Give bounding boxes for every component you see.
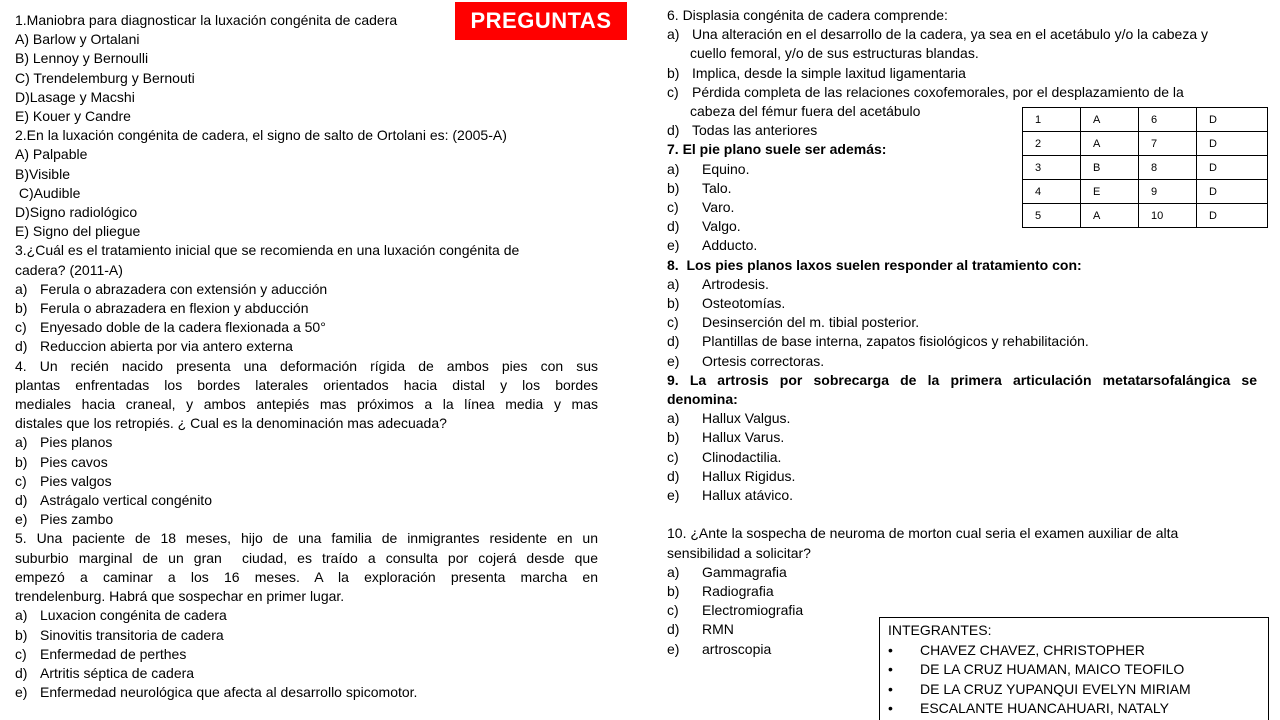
- table-cell: D: [1197, 132, 1268, 156]
- q3-option-b: b) Ferula o abrazadera en flexion y abducción: [15, 300, 309, 317]
- question-5-line-3: empezó a caminar a los 16 meses. A la exploración presenta marcha en: [15, 568, 598, 585]
- team-member: • CHAVEZ CHAVEZ, CHRISTOPHER: [888, 641, 1260, 661]
- question-10-line-1: 10. ¿Ante la sospecha de neuroma de morton cual seria el examen auxiliar de alta: [667, 525, 1179, 542]
- q9-option-c: c) Clinodactilia.: [667, 448, 782, 465]
- q1-option-b: B) Lennoy y Bernoulli: [15, 50, 149, 67]
- q5-option-c: c) Enfermedad de perthes: [15, 645, 187, 662]
- q10-option-c: c) Electromiografia: [667, 602, 804, 619]
- q7-option-c: c) Varo.: [667, 199, 735, 216]
- q9-option-b: b) Hallux Varus.: [667, 429, 785, 446]
- table-cell: 6: [1139, 108, 1197, 132]
- team-member: • DE LA CRUZ HUAMAN, MAICO TEOFILO: [888, 660, 1260, 680]
- q8-option-a: a) Artrodesis.: [667, 275, 769, 292]
- bullet-icon: •: [888, 641, 893, 658]
- table-row: [1023, 132, 1268, 156]
- q4-option-e: e) Pies zambo: [15, 511, 114, 528]
- q9-option-d: d) Hallux Rigidus.: [667, 467, 796, 484]
- q4-option-b: b) Pies cavos: [15, 453, 108, 470]
- table-row: [1023, 156, 1268, 180]
- table-cell: 10: [1139, 204, 1197, 228]
- table-cell: D: [1197, 204, 1268, 228]
- q8-option-e: e) Ortesis correctoras.: [667, 352, 825, 369]
- bullet-icon: •: [888, 680, 893, 697]
- table-cell: A: [1081, 132, 1139, 156]
- table-cell: 1: [1023, 108, 1081, 132]
- q7-option-e: e) Adducto.: [667, 237, 758, 254]
- right-question-column: [667, 6, 1277, 659]
- q3-option-d: d) Reduccion abierta por via antero externa: [15, 338, 293, 355]
- q6-option-c-cont: cabeza del fémur fuera del acetábulo: [690, 103, 921, 120]
- question-3-line-1: 3.¿Cuál es el tratamiento inicial que se recomienda en una luxación congénita de: [15, 242, 520, 259]
- q7-option-b: b) Talo.: [667, 179, 732, 196]
- q6-option-a: a) Una alteración en el desarrollo de la cadera, ya sea en el acetábulo y/o la cabeza y: [667, 26, 1208, 43]
- bullet-icon: •: [888, 661, 893, 677]
- preguntas-banner: PREGUNTAS: [455, 2, 627, 40]
- question-4-line-2: plantas enfrentadas los bordes laterales orientados hacia distal y los bordes: [15, 376, 598, 393]
- q1-option-c: C) Trendelemburg y Bernouti: [15, 69, 195, 86]
- q1-option-e: E) Kouer y Candre: [15, 108, 131, 125]
- table-row: [1023, 204, 1268, 228]
- q7-option-d: d) Valgo.: [667, 218, 741, 235]
- question-3-line-2: cadera? (2011-A): [15, 261, 123, 278]
- q8-option-b: b) Osteotomías.: [667, 295, 786, 312]
- team-members-box: [879, 617, 1269, 720]
- q6-option-c: c) Pérdida completa de las relaciones coxofemorales, por el desplazamiento de la: [667, 83, 1184, 100]
- question-10-line-2: sensibilidad a solicitar?: [667, 544, 811, 561]
- bullet-icon: •: [888, 700, 893, 716]
- q10-option-b: b) Radiografia: [667, 583, 774, 600]
- question-4-line-4: distales que los retropiés. ¿ Cual es la denominación mas adecuada?: [15, 415, 447, 432]
- table-cell: D: [1197, 156, 1268, 180]
- table-cell: B: [1081, 156, 1139, 180]
- question-2: 2.En la luxación congénita de cadera, el signo de salto de Ortolani es: (2005-A): [15, 127, 507, 144]
- q7-option-a: a) Equino.: [667, 160, 750, 177]
- table-cell: D: [1197, 180, 1268, 204]
- question-spacer: [667, 505, 1277, 524]
- q9-option-a: a) Hallux Valgus.: [667, 410, 791, 427]
- answer-key-table: [1022, 107, 1268, 228]
- q3-option-a: a) Ferula o abrazadera con extensión y aducción: [15, 280, 328, 297]
- q2-option-c: C)Audible: [15, 184, 81, 201]
- question-5-line-1: 5. Una paciente de 18 meses, hijo de una familia de inmigrantes residente en un: [15, 530, 598, 547]
- q10-option-a: a) Gammagrafia: [667, 563, 787, 580]
- q4-option-c: c) Pies valgos: [15, 472, 112, 489]
- q6-option-b: b) Implica, desde la simple laxitud ligamentaria: [667, 64, 966, 81]
- table-cell: 8: [1139, 156, 1197, 180]
- q8-option-c: c) Desinserción del m. tibial posterior.: [667, 314, 920, 331]
- question-8: 8. Los pies planos laxos suelen responder al tratamiento con:: [667, 256, 1082, 273]
- question-5-line-4: trendelenburg. Habrá que sospechar en primer lugar.: [15, 588, 345, 605]
- q2-option-d: D)Signo radiológico: [15, 204, 138, 221]
- q5-option-a: a) Luxacion congénita de cadera: [15, 607, 227, 624]
- table-row: [1023, 180, 1268, 204]
- q2-option-e: E) Signo del pliegue: [15, 223, 141, 240]
- q1-option-d: D)Lasage y Macshi: [15, 88, 135, 105]
- q5-option-e: e) Enfermedad neurológica que afecta al desarrollo spicomotor.: [15, 684, 418, 701]
- left-question-column: [15, 11, 598, 702]
- q9-option-e: e) Hallux atávico.: [667, 487, 794, 504]
- table-cell: 7: [1139, 132, 1197, 156]
- question-9-line-2: denomina:: [667, 391, 738, 408]
- table-cell: E: [1081, 180, 1139, 204]
- question-4-line-3: mediales hacia craneal, y ambos antepiés mas próximos a la línea media y mas: [15, 396, 598, 413]
- table-cell: 2: [1023, 132, 1081, 156]
- question-7: 7. El pie plano suele ser además:: [667, 141, 887, 158]
- question-4-line-1: 4. Un recién nacido presenta una deformación rígida de ambos pies con sus: [15, 357, 598, 374]
- q10-option-d: d) RMN: [667, 621, 734, 638]
- q10-option-e: e) artroscopia: [667, 640, 772, 657]
- question-9-line-1: 9. La artrosis por sobrecarga de la primera articulación metatarsofalángica se: [667, 371, 1257, 388]
- table-cell: D: [1197, 108, 1268, 132]
- team-member: • ESCALANTE HUANCAHUARI, NATALY: [888, 699, 1260, 719]
- team-member: • DE LA CRUZ YUPANQUI EVELYN MIRIAM: [888, 680, 1260, 700]
- q5-option-b: b) Sinovitis transitoria de cadera: [15, 626, 224, 643]
- question-6: 6. Displasia congénita de cadera comprende:: [667, 7, 948, 23]
- question-5-line-2: suburbio marginal de un gran ciudad, es traído a consulta por cojerá desde que: [15, 549, 598, 566]
- table-cell: 4: [1023, 180, 1081, 204]
- q5-option-d: d) Artritis séptica de cadera: [15, 664, 195, 681]
- table-cell: A: [1081, 108, 1139, 132]
- q8-option-d: d) Plantillas de base interna, zapatos fisiológicos y rehabilitación.: [667, 333, 1089, 350]
- q6-option-a-cont: cuello femoral, y/o de sus estructuras blandas.: [690, 45, 979, 62]
- team-title: INTEGRANTES:: [888, 622, 992, 638]
- table-cell: A: [1081, 204, 1139, 228]
- q4-option-a: a) Pies planos: [15, 434, 113, 451]
- table-cell: 3: [1023, 156, 1081, 180]
- question-1: 1.Maniobra para diagnosticar la luxación congénita de cadera: [15, 12, 398, 28]
- table-cell: 9: [1139, 180, 1197, 204]
- q6-option-d: d) Todas las anteriores: [667, 122, 818, 139]
- table-cell: 5: [1023, 204, 1081, 228]
- q3-option-c: c) Enyesado doble de la cadera flexionada a 50°: [15, 319, 326, 336]
- q2-option-a: A) Palpable: [15, 146, 88, 163]
- q2-option-b: B)Visible: [15, 165, 70, 182]
- q1-option-a: A) Barlow y Ortalani: [15, 31, 140, 48]
- q4-option-d: d) Astrágalo vertical congénito: [15, 492, 212, 509]
- table-row: [1023, 108, 1268, 132]
